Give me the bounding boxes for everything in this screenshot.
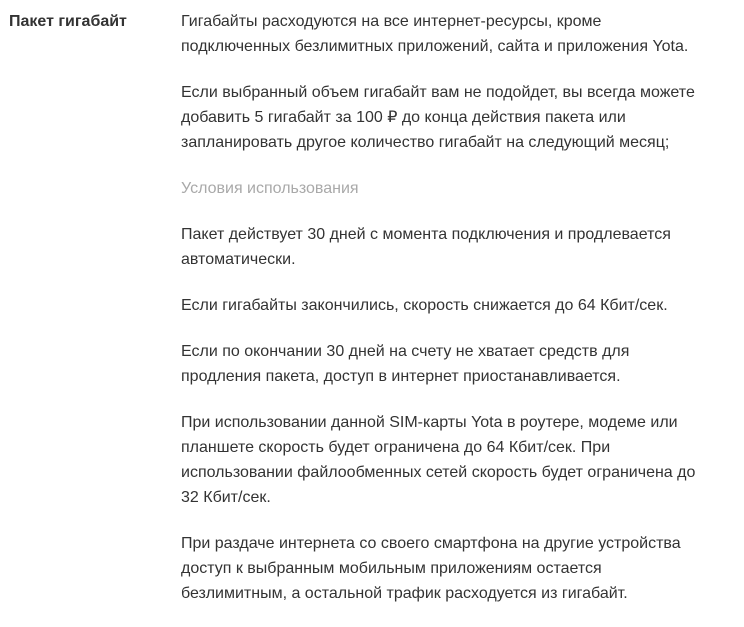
package-duration-paragraph: Пакет действует 30 дней с момента подключения и продлевается автоматически. <box>181 226 671 268</box>
add-gigabytes-paragraph: Если выбранный объем гигабайт вам не подойдет, вы всегда можете добавить 5 гигабайт за 100 ₽ до конца действия пакета или запланировать другое количество гигабайт на следующий месяц; <box>181 84 695 151</box>
tethering-paragraph: При раздаче интернета со своего смартфона на другие устройства доступ к выбранным мобильным приложениям остается безлимитным, а остальной трафик расходуется из гигабайт. <box>181 535 681 602</box>
usage-paragraph: Гигабайты расходуются на все интернет-ресурсы, кроме подключенных безлимитных приложений, сайта и приложения Yota. <box>181 13 689 55</box>
terms-of-use-subheading: Условия использования <box>181 180 359 197</box>
package-term-label: Пакет гигабайт <box>9 13 127 30</box>
description-column <box>181 9 697 627</box>
device-speed-limit-paragraph: При использовании данной SIM-карты Yota в роутере, модеме или планшете скорость будет ограничена до 64 Кбит/сек. При использовании файлообменных сетей скорость будет ограничена до 32 Кбит/сек. <box>181 414 696 506</box>
speed-reduction-paragraph: Если гигабайты закончились, скорость снижается до 64 Кбит/сек. <box>181 297 668 314</box>
term-column <box>9 9 181 34</box>
insufficient-funds-paragraph: Если по окончании 30 дней на счету не хватает средств для продления пакета, доступ в интернет приостанавливается. <box>181 343 630 385</box>
